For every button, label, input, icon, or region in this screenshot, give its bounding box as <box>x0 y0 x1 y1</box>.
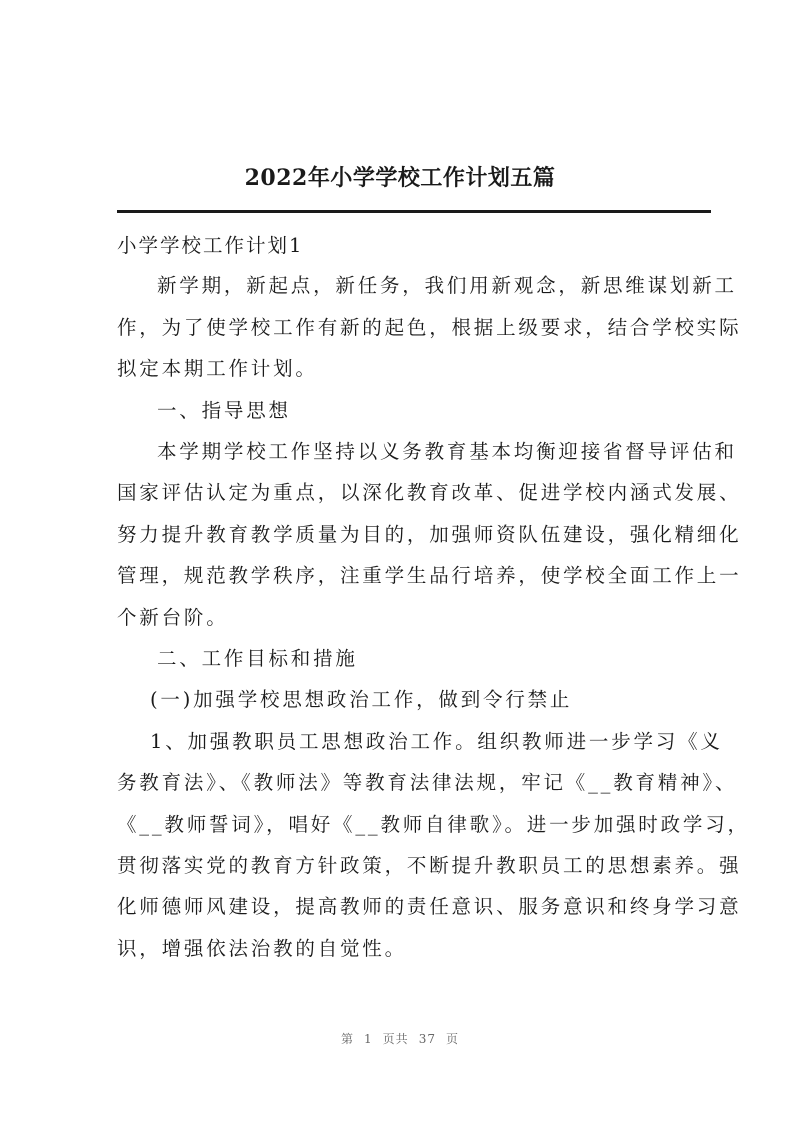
body-line: 国家评估认定为重点，以深化教育改革、促进学校内涵式发展、 <box>117 481 742 504</box>
body-line: 作，为了使学校工作有新的起色，根据上级要求，结合学校实际 <box>117 316 742 339</box>
body-line: 《__教师誓词》，唱好《__教师自律歌》。进一步加强时政学习， <box>117 813 750 836</box>
page-label-mid: 页共 <box>382 1032 409 1046</box>
subheading: (一)加强学校思想政治工作，做到令行禁止 <box>150 688 573 711</box>
body-line: 努力提升教育教学质量为目的，加强师资队伍建设，强化精细化 <box>117 523 742 546</box>
body-line: 本学期学校工作坚持以义务教育基本均衡迎接省督导评估和 <box>157 440 737 463</box>
body-line: 化师德师风建设，提高教师的责任意识、服务意识和终身学习意 <box>117 895 742 918</box>
document-title: 2022年小学学校工作计划五篇 <box>244 165 556 191</box>
body-line: 识，增强依法治教的自觉性。 <box>117 937 407 960</box>
body-line: 1、加强教职员工思想政治工作。组织教师进一步学习《义 <box>150 730 723 753</box>
title-divider <box>117 210 711 213</box>
body-line: 新学期，新起点，新任务，我们用新观念，新思维谋划新工 <box>157 274 737 297</box>
body-line: 务教育法》、《教师法》等教育法律法规，牢记《__教育精神》、 <box>117 771 738 794</box>
page-total: 37 <box>418 1032 436 1046</box>
page-footer <box>0 1030 800 1047</box>
subheading: 二、工作目标和措施 <box>157 647 358 670</box>
body-line: 贯彻落实党的教育方针政策，不断提升教职员工的思想素养。强 <box>117 854 742 877</box>
page-current: 1 <box>364 1032 373 1046</box>
body-line: 个新台阶。 <box>117 606 229 629</box>
page-label-suffix: 页 <box>445 1032 459 1046</box>
page-label-prefix: 第 <box>341 1032 355 1046</box>
body-line: 拟定本期工作计划。 <box>117 357 318 380</box>
section-heading: 小学学校工作计划1 <box>117 234 304 257</box>
subheading: 一、指导思想 <box>157 399 291 422</box>
body-line: 管理，规范教学秩序，注重学生品行培养，使学校全面工作上一 <box>117 564 742 587</box>
